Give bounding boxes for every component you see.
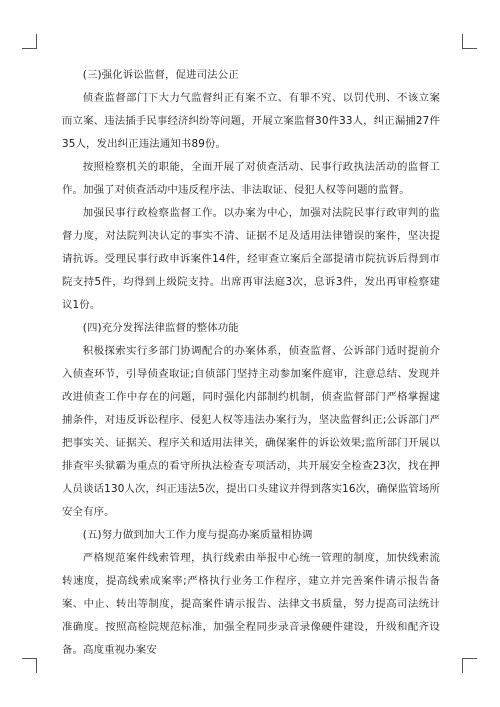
- paragraph-procuratorial-functions: 按照检察机关的职能，全面开展了对侦查活动、民事行政执法活动的监督工作。加强了对侦查活动中违反程序法、非法取证、侵犯人权等问题的监督。: [62, 161, 440, 196]
- crop-mark-bottom-right: [462, 658, 477, 673]
- paragraph-case-management: 严格规范案件线索管理，执行线索由举报中心统一管理的制度，加快线索流转速度，提高线索成案率;严格执行业务工作程序，建立并完善案件请示报告备案、中止、转出等制度，提高案件请示报告、法律文书质量，努力提高司法统计准确度。按照高检院规范标准，加强全程同步录音录像硬件建设，升级和配齐设备。高度重视办案安: [62, 552, 440, 656]
- section-heading-3: (三)强化诉讼监督，促进司法公正: [82, 69, 239, 81]
- section-heading-5: (五)努力做到加大工作力度与提高办案质量相协调: [82, 529, 313, 541]
- paragraph-civil-administrative: 加强民事行政检察监督工作。以办案为中心，加强对法院民事行政审判的监督力度，对法院判决认定的事实不清、证据不足及适用法律错误的案件，坚决提请抗诉。受理民事行政申诉案件14件，经审查立案后全部提请市院抗诉后得到市院支持5件，均得到上级院支持。出席再审法庭3次，息诉3件，发出再审检察建议1份。: [62, 207, 440, 311]
- section-heading-4: (四)充分发挥法律监督的整体功能: [82, 322, 239, 334]
- document-body: [62, 64, 440, 662]
- crop-mark-bottom-left: [22, 658, 37, 673]
- paragraph-coordination: 积极探索实行多部门协调配合的办案体系，侦查监督、公诉部门适时提前介入侦查环节，引导侦查取证;自侦部门坚持主动参加案件庭审，注意总结、发现并改进侦查工作中存在的问题，同时强化内部制约机制，侦查监督部门严格掌握逮捕条件，对违反诉讼程序、侵犯人权等违法办案行为，坚决监督纠正;公诉部门严把事实关、证据关、程序关和适用法律关，确保案件的诉讼效果;监所部门开展以排查牢头狱霸为重点的看守所执法检查专项活动，共开展安全检查23次，找在押人员谈话130人次，纠正违法5次，提出口头建议并得到落实16次，确保监管场所安全有序。: [62, 345, 440, 518]
- paragraph-investigation-supervision: 侦查监督部门下大力气监督纠正有案不立、有罪不究、以罚代刑、不该立案而立案、违法插手民事经济纠纷等问题，开展立案监督30件33人，纠正漏捕27件35人，发出纠正违法通知书89份。: [62, 92, 440, 150]
- crop-mark-top-left: [22, 34, 37, 49]
- crop-mark-top-right: [462, 34, 477, 49]
